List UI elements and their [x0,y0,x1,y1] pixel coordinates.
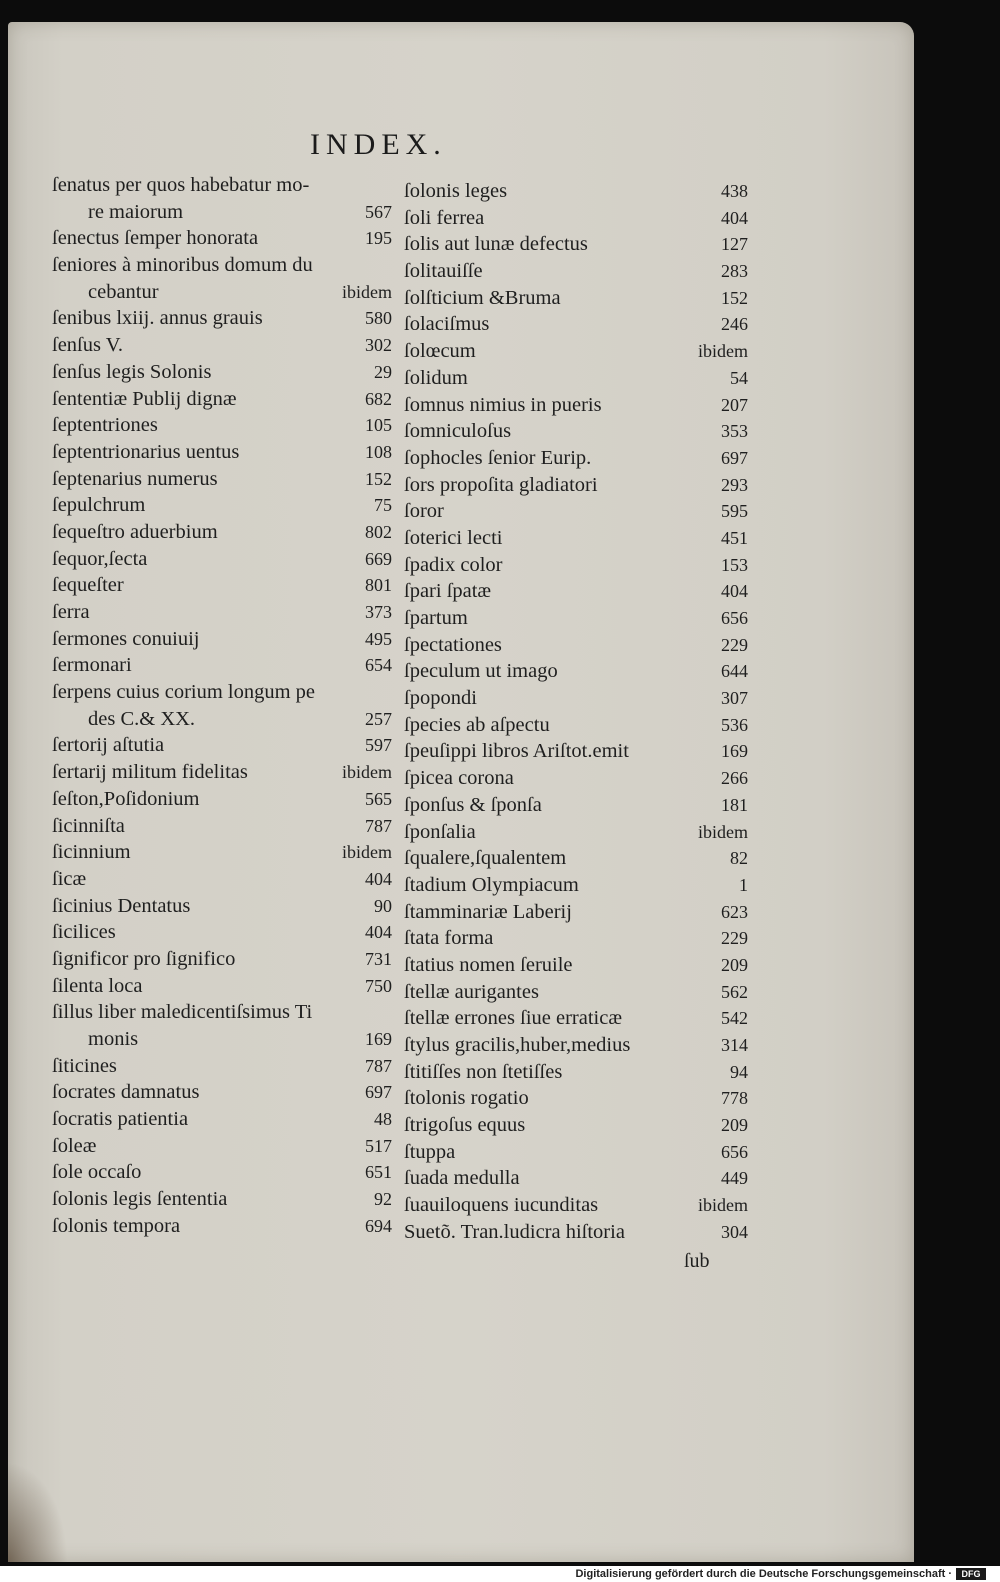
index-term: ſtellæ errones ſiue erraticæ [404,1007,623,1030]
index-page-number: 656 [721,608,748,628]
index-term: ſomniculoſus [404,420,512,443]
index-page-number: 314 [721,1035,748,1055]
index-entry [404,1085,748,1112]
index-entry [52,1053,392,1080]
index-entry [404,765,748,792]
index-entry [404,792,748,819]
index-term: ſocratis patientia [52,1108,189,1131]
index-entry [404,205,748,232]
index-page-number: 565 [365,788,392,809]
index-entry [52,599,392,626]
index-term: ſequeſtro aduerbium [52,520,218,543]
index-term: ſtrigoſus equus [404,1114,526,1137]
index-entry [404,338,748,365]
index-entry [52,679,392,706]
index-page-number: 787 [365,1055,392,1076]
index-entry [52,893,392,920]
index-entry [52,999,392,1026]
index-term: ſillus liber maledicentiſsimus Ti [52,1001,313,1024]
index-page-number: 562 [721,981,748,1002]
index-page-number: 353 [721,421,748,442]
index-page-number: 54 [730,367,748,388]
index-page-number: 48 [374,1109,392,1130]
index-entry [52,519,392,546]
index-term: ſoterici lecti [404,526,503,549]
index-entry [52,332,392,359]
index-page-number: 195 [365,228,392,249]
index-term: ſtatius nomen ſeruile [404,953,573,976]
index-page-number: 29 [374,361,392,382]
index-page-number: 152 [365,468,392,489]
index-page-number: ibidem [342,762,392,783]
index-page-number: 302 [365,335,392,356]
index-entry [404,605,748,632]
index-page-number: 404 [721,581,748,602]
index-entry [404,845,748,872]
index-term: ſtamminariæ Laberij [404,900,572,923]
index-term: ſenibus lxiij. annus grauis [52,307,263,330]
index-entry [52,439,392,466]
index-page-number: 595 [721,501,748,522]
index-term: ſtata forma [404,927,494,950]
index-page-number: 75 [374,495,392,516]
index-term: ſeptentriones [52,414,158,437]
index-page-number: 654 [365,655,392,676]
index-page-number: 266 [721,768,748,789]
index-entry [52,572,392,599]
index-page-number: 257 [365,708,392,729]
index-page-number: 94 [730,1061,748,1082]
index-column-right [404,178,748,1246]
index-entry [52,492,392,519]
index-entry [52,359,392,386]
index-term: ſignificor pro ſignifico [52,947,236,970]
index-page-number: 697 [721,447,748,468]
index-entry [52,652,392,679]
index-term: ſerra [52,601,90,623]
index-term: ſiticines [52,1054,117,1077]
index-term: ſicinius Dentatus [52,894,191,917]
index-term: ſtuppa [404,1140,456,1163]
footer-credit: Digitalisierung gefördert durch die Deutsche Forschungsgemeinschaft · [575,1568,952,1580]
index-term: ſponſalia [404,820,476,843]
index-term: ſtylus gracilis,huber,medius [404,1034,631,1056]
index-entry [404,365,748,392]
index-term: ſequeſter [52,574,124,597]
index-page-number: ibidem [698,1195,748,1216]
index-term: ſomnus nimius in pueris [404,393,602,416]
page-heading: INDEX. [310,128,447,161]
index-term: ſocrates damnatus [52,1081,200,1104]
index-page-number: 152 [721,287,748,308]
index-entry [404,712,748,739]
index-page-number: 536 [721,714,748,735]
index-term: ſertorij aſtutia [52,734,165,757]
index-page-number: 495 [365,628,392,649]
index-page-number: 623 [721,901,748,922]
index-term: ſenatus per quos habebatur mo- [52,174,310,196]
dfg-logo: DFG [956,1568,986,1580]
index-page-number: 1 [739,874,748,895]
index-page-number: 404 [365,922,392,943]
index-term: ſicilices [52,921,116,944]
index-term: cebantur [88,280,159,303]
index-page-number: ibidem [342,281,392,302]
catchword: ſub [684,1250,710,1272]
index-entry [404,1059,748,1086]
index-page-number: 92 [374,1189,392,1210]
index-entry [404,1192,748,1219]
index-page-number: 105 [365,415,392,436]
index-entry [404,1005,748,1032]
index-entry [52,252,392,279]
index-entry [52,973,392,1000]
index-page-number: 181 [721,794,748,815]
index-term: ſpopondi [404,687,477,710]
index-page-number: 644 [721,661,748,682]
index-term: ſeptenarius numerus [52,467,218,490]
index-term: ſerpens cuius corium longum pe [52,681,316,704]
index-page-number: 207 [721,394,748,415]
index-page-number: 802 [365,521,392,542]
index-term: ſolidum [404,366,468,389]
index-page-number: 169 [365,1029,392,1049]
index-entry [52,199,392,226]
index-term: ſole occaſo [52,1161,142,1184]
index-entry [52,946,392,973]
index-entry [52,919,392,946]
index-entry [404,952,748,979]
index-page-number: 517 [365,1135,392,1156]
index-term: ſicinnium [52,841,131,864]
index-page-number: 694 [365,1215,392,1236]
index-term: ſors propoſita gladiatori [404,473,598,496]
index-entry [52,386,392,413]
index-page-number: 307 [721,688,748,709]
index-entry [404,1032,748,1059]
index-entry [404,979,748,1006]
index-page-number: 82 [730,848,748,869]
index-term: ſpeuſippi libros Ariſtot.emit [404,740,629,763]
index-term: ſpicea corona [404,767,514,790]
index-page-number: 787 [365,815,392,836]
index-term: ſolœcum [404,340,476,363]
index-page-number: ibidem [698,341,748,362]
index-term: ſeniores à minoribus domum du [52,254,313,277]
index-entry [52,305,392,332]
index-page-number: 153 [721,554,748,575]
index-term: ſolitauiſſe [404,260,483,283]
index-entry [404,738,748,765]
index-entry [52,1186,392,1213]
index-term: ſenſus V. [52,334,124,357]
index-page-number: ibidem [698,821,748,842]
index-term: ſoli ferrea [404,206,485,229]
index-entry [52,1106,392,1133]
index-term: ſpartum [404,607,468,629]
index-page-number: 697 [365,1082,392,1103]
index-term: ſenſus legis Solonis [52,360,212,383]
index-entry [52,1213,392,1240]
index-page-number: 580 [365,308,392,329]
index-term: ſepulchrum [52,494,146,517]
index-term: ſicæ [52,867,87,890]
index-page-number: 209 [721,954,748,975]
page-stain [8,1462,68,1562]
index-page-number: 209 [721,1115,748,1136]
index-page-number: 127 [721,234,748,255]
index-term: ſophocles ſenior Eurip. [404,446,592,469]
index-term: ſolonis leges [404,180,508,202]
index-entry [404,1139,748,1166]
index-page-number: 404 [365,868,392,889]
index-entry [404,1219,748,1246]
index-entry [52,1133,392,1160]
index-term: ſponſus & ſponſa [404,793,542,816]
index-term: ſeſton,Poſidonium [52,787,200,810]
index-page-number: 542 [721,1008,748,1029]
index-entry [404,498,748,525]
index-page-number: 169 [721,741,748,762]
index-page-number: 801 [365,575,392,596]
index-page-number: 283 [721,261,748,282]
index-entry [52,866,392,893]
index-entry [52,466,392,493]
index-page-number: 597 [365,735,392,756]
index-term: ſtitiſſes non ſtetiſſes [404,1060,563,1083]
index-term: ſoleæ [52,1134,97,1157]
index-entry [404,925,748,952]
index-entry [52,839,392,866]
index-entry [404,578,748,605]
index-entry [404,311,748,338]
index-term: ſicinniſta [52,814,125,837]
index-term: ſententiæ Publij dignæ [52,387,237,410]
index-term: ſilenta loca [52,974,143,997]
index-term: ſqualere,ſqualentem [404,847,567,870]
index-term: ſoror [404,500,444,523]
index-term: ſpeculum ut imago [404,660,558,683]
index-term: ſpari ſpatæ [404,580,492,603]
index-entry [404,658,748,685]
index-term: ſolaciſmus [404,313,490,336]
index-column-left [52,172,392,1240]
index-page-number: 293 [721,474,748,495]
index-term: ſtadium Olympiacum [404,873,579,896]
index-term: ſpadix color [404,553,503,576]
index-entry [52,1159,392,1186]
index-term: ſermonari [52,654,132,677]
index-entry [52,279,392,306]
index-page-number: 438 [721,181,748,201]
index-entry [404,472,748,499]
index-entry [404,632,748,659]
index-page-number: 373 [365,602,392,622]
index-term: ſolis aut lunæ defectus [404,233,588,256]
index-entry [404,872,748,899]
index-term: re maiorum [88,200,184,223]
index-entry [52,813,392,840]
index-page-number: 731 [365,948,392,969]
index-entry [404,258,748,285]
index-entry [52,546,392,573]
index-page-number: 750 [365,975,392,996]
index-entry [404,685,748,712]
index-term: ſtolonis rogatio [404,1087,529,1110]
index-term: ſolonis legis ſententia [52,1188,228,1211]
index-page-number: 669 [365,548,392,569]
index-page-number: 682 [365,388,392,409]
index-term: ſenectus ſemper honorata [52,227,259,250]
index-page-number: 108 [365,441,392,462]
index-term: ſermones conuiuij [52,627,200,650]
index-term: ſtellæ aurigantes [404,980,539,1003]
index-page-number: 651 [365,1162,392,1183]
index-entry [52,626,392,653]
index-page-number: 567 [365,201,392,222]
index-page-number: 229 [721,634,748,655]
index-entry [52,1079,392,1106]
index-entry [404,285,748,312]
index-entry [52,759,392,786]
index-entry [52,225,392,252]
index-term: ſolonis tempora [52,1214,181,1237]
index-entry [404,418,748,445]
index-term: ſolſticium &Bruma [404,286,561,309]
index-entry [404,819,748,846]
index-page-number: 449 [721,1168,748,1189]
index-page-number: 304 [721,1221,748,1242]
index-entry [404,525,748,552]
index-term: Suetõ. Tran.ludicra hiſtoria [404,1220,625,1243]
index-term: ſuada medulla [404,1167,520,1190]
index-entry [404,899,748,926]
index-page-number: 404 [721,207,748,228]
index-page-number: ibidem [342,842,392,863]
index-term: des C.& XX. [88,707,196,730]
index-term: ſeptentrionarius uentus [52,440,240,463]
index-entry [404,392,748,419]
index-page-number: 778 [721,1088,748,1109]
index-entry [52,786,392,813]
index-entry [404,552,748,579]
index-term: ſequor,ſecta [52,547,148,570]
index-page-number: 90 [374,895,392,916]
index-entry [404,178,748,205]
index-entry [404,445,748,472]
index-page-number: 451 [721,527,748,548]
index-term: ſuauiloquens iucunditas [404,1194,599,1217]
index-entry [52,706,392,733]
index-entry [404,231,748,258]
index-entry [404,1165,748,1192]
index-term: ſertarij militum fidelitas [52,761,248,784]
index-term: ſpectationes [404,633,502,656]
index-term: monis [88,1028,139,1050]
index-entry [52,1026,392,1053]
index-term: ſpecies ab aſpectu [404,713,550,736]
index-entry [404,1112,748,1139]
index-entry [52,412,392,439]
index-entry [52,732,392,759]
index-page-number: 229 [721,928,748,949]
index-page-number: 246 [721,314,748,335]
index-page-number: 656 [721,1141,748,1162]
index-entry [52,172,392,199]
